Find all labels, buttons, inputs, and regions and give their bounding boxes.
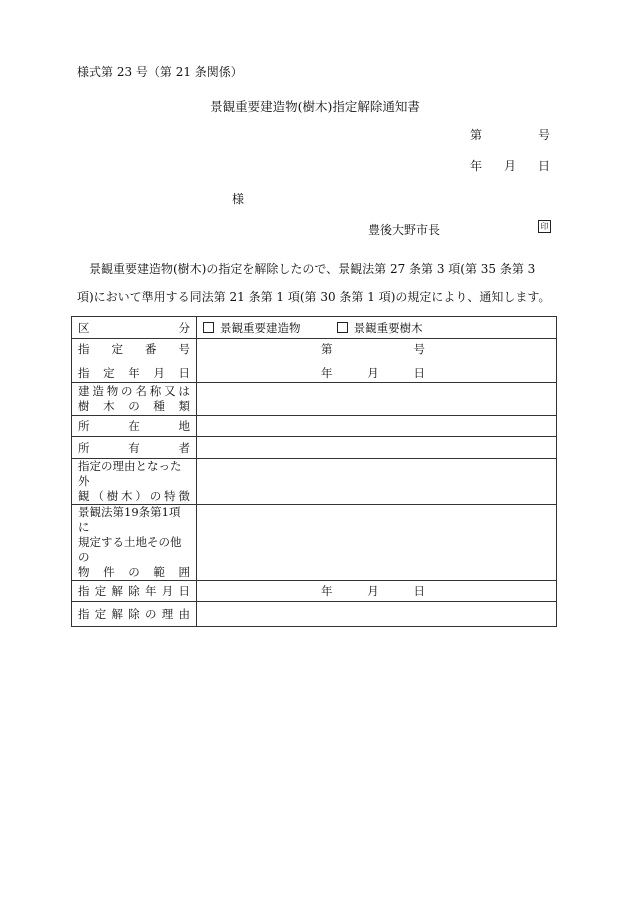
label-release-reason bbox=[72, 602, 197, 627]
option-building[interactable] bbox=[203, 320, 333, 336]
label-release-date bbox=[72, 581, 197, 602]
row-name bbox=[72, 383, 557, 416]
label-char: 解 bbox=[111, 607, 123, 621]
details-table bbox=[71, 316, 557, 627]
label-char: 徴 bbox=[178, 489, 190, 503]
label-char: 日 bbox=[178, 584, 190, 598]
label-rreason bbox=[78, 606, 190, 622]
label-char: 造 bbox=[92, 384, 104, 398]
label-char: 樹 bbox=[78, 399, 90, 413]
date-month: 月 bbox=[367, 365, 379, 380]
designation-number bbox=[321, 341, 425, 357]
label-char: 月 bbox=[161, 584, 174, 598]
label-char: 除 bbox=[128, 584, 140, 598]
label-char: （ bbox=[92, 489, 104, 503]
label-designation bbox=[72, 339, 197, 383]
row-release-reason bbox=[72, 602, 557, 627]
label-char: 区 bbox=[78, 320, 90, 335]
label-char: 物 bbox=[78, 565, 90, 579]
label-char: は bbox=[178, 384, 190, 398]
label-char: 番 bbox=[145, 341, 157, 356]
issuer-name: 豊後大野市長 bbox=[368, 223, 441, 237]
label-char: 名 bbox=[135, 384, 147, 398]
label-name2 bbox=[78, 399, 190, 414]
date-year: 年 bbox=[321, 584, 333, 598]
label-name bbox=[72, 383, 197, 416]
option-tree-label: 景観重要樹木 bbox=[353, 320, 423, 335]
label-char: 理 bbox=[161, 607, 174, 621]
label-char: 定 bbox=[111, 341, 123, 356]
release-date bbox=[321, 583, 425, 599]
label-char: 年 bbox=[128, 365, 140, 380]
number-prefix: 第 bbox=[321, 341, 333, 356]
option-building-label: 景観重要建造物 bbox=[220, 320, 301, 335]
row-scope bbox=[72, 505, 557, 581]
date-day: 日 bbox=[413, 584, 425, 598]
label-reason2 bbox=[78, 489, 190, 504]
label-char: の bbox=[145, 607, 157, 621]
label-char: 指 bbox=[78, 607, 90, 621]
label-char: 分 bbox=[178, 320, 190, 335]
addressee-suffix: 様 bbox=[232, 192, 245, 206]
row-owner bbox=[72, 437, 557, 459]
number-suffix: 号 bbox=[413, 341, 425, 356]
label-char: 所 bbox=[78, 440, 90, 455]
checkbox-icon[interactable] bbox=[337, 322, 348, 333]
label-char: 指 bbox=[78, 365, 90, 380]
date-year: 年 bbox=[470, 159, 483, 173]
label-char: 木 bbox=[121, 489, 133, 503]
label-owner bbox=[78, 440, 190, 456]
seal-icon: 印 bbox=[538, 220, 551, 233]
value-release-date bbox=[197, 581, 557, 602]
value-designation bbox=[197, 339, 557, 383]
label-nengappi bbox=[78, 365, 190, 381]
label-char: 解 bbox=[111, 584, 123, 598]
document-number bbox=[470, 126, 550, 143]
label-char: 物 bbox=[106, 384, 119, 398]
row-designation bbox=[72, 339, 557, 383]
value-reason bbox=[197, 459, 557, 505]
scope-line2: 規定する土地その他の bbox=[78, 535, 182, 564]
label-owner bbox=[72, 437, 197, 459]
date-day: 日 bbox=[413, 365, 425, 380]
label-char: 又 bbox=[164, 384, 176, 398]
label-char: の bbox=[128, 565, 140, 579]
date-month: 月 bbox=[367, 584, 379, 598]
row-reason bbox=[72, 459, 557, 505]
scope-line1: 景観法第19条第1項に bbox=[78, 505, 181, 534]
label-char: 有 bbox=[128, 440, 140, 455]
label-char: 種 bbox=[153, 399, 165, 413]
label-char: 年 bbox=[145, 584, 157, 598]
date-day: 日 bbox=[537, 159, 550, 173]
label-char: ） bbox=[135, 489, 147, 503]
date-year: 年 bbox=[321, 365, 333, 380]
label-char: 建 bbox=[78, 384, 90, 398]
number-prefix: 第 bbox=[470, 128, 483, 142]
label-char: 称 bbox=[149, 384, 162, 398]
label-char: 所 bbox=[78, 419, 90, 433]
label-char: 指 bbox=[78, 584, 90, 598]
designation-date bbox=[321, 365, 425, 381]
label-char: 定 bbox=[94, 607, 107, 621]
label-char: 件 bbox=[103, 565, 115, 579]
label-rdate bbox=[78, 583, 190, 599]
label-loc bbox=[78, 418, 190, 434]
value-location bbox=[197, 416, 557, 437]
label-char: 日 bbox=[178, 365, 190, 380]
label-char: 由 bbox=[178, 607, 190, 621]
label-char: 号 bbox=[178, 341, 190, 356]
label-char: 指 bbox=[78, 341, 90, 356]
number-suffix: 号 bbox=[537, 128, 550, 142]
label-char: 範 bbox=[153, 565, 165, 579]
label-char: 木 bbox=[103, 399, 115, 413]
row-kubun bbox=[72, 317, 557, 339]
label-char: の bbox=[128, 399, 140, 413]
value-kubun bbox=[197, 317, 557, 339]
label-char: 地 bbox=[178, 419, 190, 433]
label-scope3 bbox=[78, 565, 190, 580]
label-char: 観 bbox=[78, 489, 90, 503]
row-location bbox=[72, 416, 557, 437]
value-owner bbox=[197, 437, 557, 459]
label-bango bbox=[78, 341, 190, 357]
reason-line1: 指定の理由となった外 bbox=[78, 459, 182, 488]
row-release-date bbox=[72, 581, 557, 602]
document-title: 景観重要建造物(樹木)指定解除通知書 bbox=[210, 99, 420, 114]
label-name1 bbox=[78, 384, 190, 399]
form-number: 様式第 23 号（第 21 条関係） bbox=[77, 65, 243, 79]
label-char: 定 bbox=[94, 584, 107, 598]
option-tree[interactable] bbox=[337, 320, 423, 336]
value-name bbox=[197, 383, 557, 416]
label-char: 囲 bbox=[178, 565, 190, 579]
document-date bbox=[470, 157, 550, 174]
label-char: 定 bbox=[103, 365, 115, 380]
label-char: 月 bbox=[153, 365, 165, 380]
label-char: 者 bbox=[178, 440, 190, 455]
date-month: 月 bbox=[503, 159, 516, 173]
value-release-reason bbox=[197, 602, 557, 627]
label-char: 除 bbox=[128, 607, 140, 621]
label-reason bbox=[72, 459, 197, 505]
label-char: の bbox=[121, 384, 133, 398]
label-kubun bbox=[72, 317, 197, 339]
label-char: 類 bbox=[178, 399, 190, 413]
value-scope bbox=[197, 505, 557, 581]
label-char: 樹 bbox=[106, 489, 119, 503]
checkbox-icon[interactable] bbox=[203, 322, 214, 333]
label-char: の bbox=[149, 489, 162, 503]
body-text: 景観重要建造物(樹木)の指定を解除したので、景観法第 27 条第 3 項(第 35 条第 3 項)において準用する同法第 21 条第 1 項(第 30 条第 1 項)の規定により、通知します。 bbox=[77, 262, 551, 304]
label-location bbox=[72, 416, 197, 437]
label-char: 特 bbox=[164, 489, 176, 503]
label-scope bbox=[72, 505, 197, 581]
label-char: 在 bbox=[128, 419, 140, 433]
